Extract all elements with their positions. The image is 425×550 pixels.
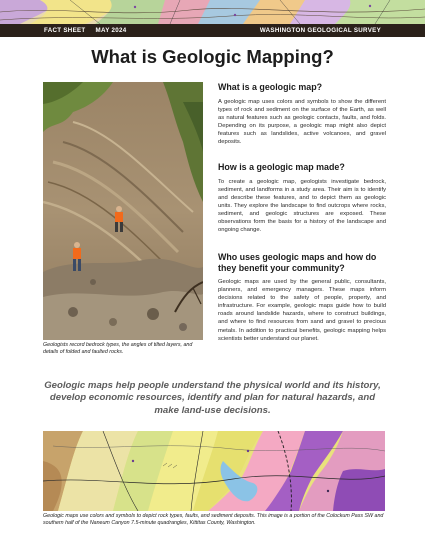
- page-title: What is Geologic Mapping?: [91, 46, 334, 67]
- section-heading: Who uses geologic maps and how do they benefit your community?: [218, 252, 377, 273]
- publication-date: MAY 2024: [95, 27, 127, 34]
- fact-sheet-label: FACT SHEET: [44, 27, 86, 34]
- geologic-map-figure: [43, 431, 385, 511]
- publisher-name: WASHINGTON GEOLOGICAL SURVEY: [259, 27, 381, 34]
- header-left: [44, 27, 127, 34]
- section-heading: What is a geologic map?: [218, 82, 323, 92]
- geologic-map-image: [43, 431, 385, 511]
- section-how-is-map-made: [218, 162, 386, 234]
- header-map-banner: [0, 0, 425, 24]
- map-caption: Geologic maps use colors and symbols to depict rock types, faults, and sediment deposits. This image is a portion of the Colockum Pass SW and southern half of the Naneum Canyon 7.5-minute quadrangles, Kittitas County, Washington.: [43, 513, 384, 527]
- header-bar: [0, 24, 425, 37]
- photo-caption: Geologists record bedrock types, the angles of tilted layers, and details of folded and faulted rocks.: [43, 342, 193, 355]
- outcrop-photo: [43, 82, 203, 340]
- section-body: A geologic map uses colors and symbols to show the different types of rock and sediment on the surface of the Earth, as well as natural features such as geologic contacts, faults, and folds. Depending on its purpose, a geologic map might also depict features such as landslides, active volcanoes, and gravel deposits.: [218, 98, 386, 145]
- section-body: To create a geologic map, geologists investigate bedrock, sediment, and landforms in a study area. Their aim is to identify and describe these features, and to depict them as geologic units. They explore the landscape to find outcrops where rocks, sediment, and geologic structures are exposed. These observations form the basis for a history of the landscape and ongoing change.: [218, 178, 386, 234]
- pull-quote: Geologic maps help people understand the physical world and its history, develop economic resources, identify and plan for natural hazards, and make land-use decisions.: [44, 380, 381, 416]
- section-who-uses-maps: [218, 252, 386, 343]
- section-what-is-a-geologic-map: [218, 82, 386, 146]
- header-map-image: [0, 0, 425, 24]
- outcrop-photo-image: [43, 82, 203, 340]
- section-body: Geologic maps are used by the general public, consultants, planners, and emergency managers. These maps inform decisions related to the safety of people, property, and infrastructure. For example, geologic maps guide how to build roads around landslide hazards, where to construct buildings, and where to find resources from sand and gravel to precious metals. In addition to practical benefits, geologic mapping helps scientists better understand our planet.: [218, 279, 386, 342]
- section-heading: How is a geologic map made?: [218, 162, 345, 172]
